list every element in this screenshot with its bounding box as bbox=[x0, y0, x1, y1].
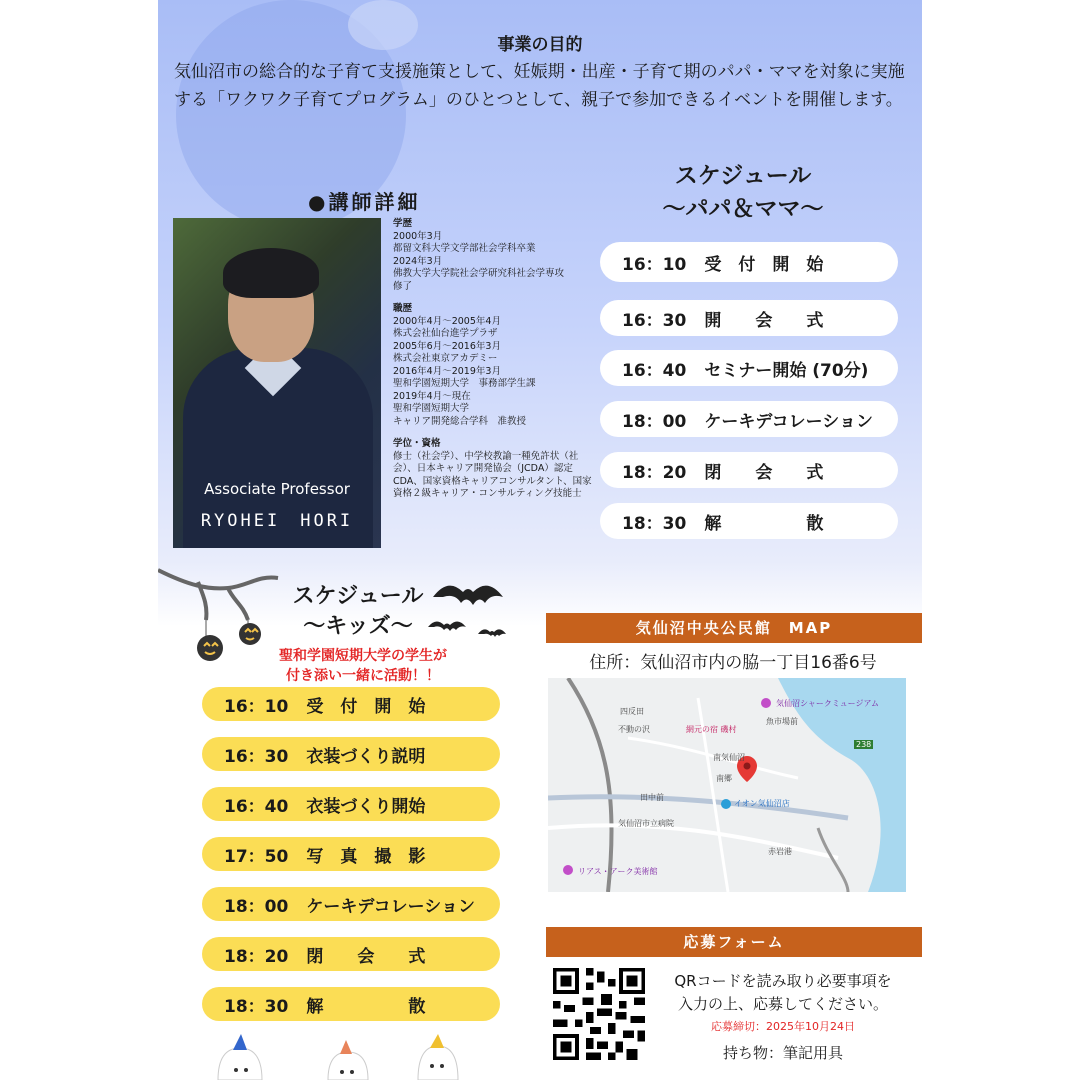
schedule-label: 閉 会 式 bbox=[306, 946, 426, 967]
schedule-time: 18：00 bbox=[622, 411, 687, 432]
schedule-label: 写 真 撮 影 bbox=[306, 846, 426, 867]
bio-line: 2019年4月～現在 bbox=[393, 390, 471, 402]
lecturer-photo bbox=[173, 218, 381, 548]
map-label: 網元の宿 磯村 bbox=[686, 725, 737, 734]
bio-line: 2024年3月 bbox=[393, 255, 443, 267]
schedule-time: 18：00 bbox=[224, 896, 289, 917]
bio-line: 株式会社東京アカデミー bbox=[393, 353, 498, 364]
application-text-line1: QRコードを読み取り必要事項を bbox=[674, 972, 892, 990]
bio-line: 2016年4月～2019年3月 bbox=[393, 365, 501, 377]
kids-schedule-item bbox=[202, 737, 500, 771]
schedule-label: ケーキデコレーション bbox=[704, 411, 873, 432]
schedule-label: ケーキデコレーション bbox=[306, 896, 475, 917]
map-label: 気仙沼シャークミュージアム bbox=[776, 699, 879, 708]
lecturer-bio bbox=[393, 218, 593, 501]
schedule-label: 解 散 bbox=[306, 996, 426, 1017]
schedule-time: 16：40 bbox=[224, 796, 289, 817]
map-label: イオン気仙沼店 bbox=[734, 799, 790, 808]
schedule-item bbox=[600, 503, 898, 539]
schedule-label: セミナー開始 (70分) bbox=[704, 360, 869, 381]
bio-line: 2005年6月～2016年3月 bbox=[393, 340, 501, 352]
application-form-bar: 応募フォーム bbox=[546, 927, 922, 957]
schedule-time: 18：20 bbox=[224, 946, 289, 967]
parent-schedule-title-line2: ～パパ＆ママ～ bbox=[662, 196, 824, 222]
photo-caption-name: RYOHEI HORI bbox=[200, 511, 354, 531]
map-label: 南郷 bbox=[716, 774, 732, 783]
kids-schedule-item bbox=[202, 837, 500, 871]
kids-schedule-title-line2: ～キッズ～ bbox=[303, 614, 413, 639]
qualification-heading: 学位・資格 bbox=[393, 438, 441, 449]
bio-line: 聖和学園短期大学 事務部学生課 bbox=[393, 378, 536, 389]
map-label: リアス・アーク美術館 bbox=[578, 867, 658, 876]
bio-line: 都留文科大学文学部社会学科卒業 bbox=[393, 243, 536, 254]
venue-address: 住所：気仙沼市内の脇一丁目16番6号 bbox=[589, 653, 877, 673]
photo-hair bbox=[223, 248, 319, 298]
schedule-label: 解 散 bbox=[704, 513, 824, 534]
map-label: 気仙沼市立病院 bbox=[618, 819, 674, 828]
kids-subtitle-line2: 付き添い一緒に活動！！ bbox=[286, 668, 440, 684]
purpose-body: 気仙沼市の総合的な子育て支援施策として、妊娠期・出産・子育て期のパパ・ママを対象に実施する「ワクワク子育てプログラム」のひとつとして、親子で参加できるイベントを開催します。 bbox=[174, 62, 905, 110]
schedule-time: 16：10 bbox=[224, 696, 289, 717]
qr-code-icon[interactable] bbox=[553, 968, 645, 1060]
bio-line: 佛教大学大学院社会学研究科社会学専攻 bbox=[393, 268, 565, 279]
schedule-label: 開 会 式 bbox=[704, 310, 824, 331]
kids-schedule-title bbox=[258, 582, 458, 642]
parent-schedule-title bbox=[598, 160, 888, 226]
schedule-item bbox=[600, 300, 898, 336]
venue-map[interactable] bbox=[548, 678, 906, 892]
purpose-title: 事業の目的 bbox=[497, 35, 583, 55]
map-roads bbox=[548, 678, 906, 892]
lecturer-heading: ●講師詳細 bbox=[308, 190, 421, 214]
kids-schedule-item bbox=[202, 987, 500, 1021]
schedule-time: 16：30 bbox=[224, 746, 289, 767]
venue-map-bar: 気仙沼中央公民館 MAP bbox=[546, 613, 922, 643]
bio-line: 2000年3月 bbox=[393, 230, 443, 242]
application-deadline: 応募締切：2025年10月24日 bbox=[711, 1020, 855, 1033]
schedule-time: 18：30 bbox=[224, 996, 289, 1017]
schedule-item bbox=[600, 350, 898, 386]
schedule-label: 受 付 開 始 bbox=[306, 696, 426, 717]
schedule-label: 受 付 開 始 bbox=[704, 254, 824, 275]
qualification-text: 修士（社会学）、中学校教諭一種免許状（社会）、日本キャリア開発協会（JCDA）認定CDA、国家資格キャリアコンサルタント、国家資格２級キャリア・コンサルティング技能士 bbox=[393, 450, 592, 499]
map-label: 238 bbox=[856, 740, 872, 749]
schedule-time: 16：30 bbox=[622, 310, 687, 331]
photo-caption-title: Associate Professor bbox=[204, 480, 350, 498]
application-instructions bbox=[658, 970, 908, 1016]
bio-line: 修了 bbox=[393, 280, 413, 292]
kids-schedule-item bbox=[202, 787, 500, 821]
education-heading: 学歴 bbox=[393, 218, 413, 229]
ghost-decoration bbox=[208, 1030, 468, 1080]
kids-schedule-subtitle bbox=[233, 646, 493, 686]
kids-subtitle-line1: 聖和学園短期大学の学生が bbox=[279, 648, 447, 664]
schedule-time: 16：10 bbox=[622, 254, 687, 275]
event-poster bbox=[158, 0, 922, 1080]
schedule-label: 閉 会 式 bbox=[704, 462, 824, 483]
schedule-label: 衣装づくり開始 bbox=[306, 796, 426, 817]
career-heading: 職歴 bbox=[393, 303, 413, 314]
schedule-time: 18：30 bbox=[622, 513, 687, 534]
bio-line: キャリア開発総合学科 准教授 bbox=[393, 415, 527, 427]
schedule-time: 16：40 bbox=[622, 360, 687, 381]
map-label: 不動の沢 bbox=[618, 725, 650, 734]
kids-schedule-item bbox=[202, 687, 500, 721]
kids-schedule-item bbox=[202, 937, 500, 971]
map-label: 魚市場前 bbox=[766, 717, 798, 726]
schedule-item bbox=[600, 242, 898, 282]
bio-line: 聖和学園短期大学 bbox=[393, 403, 470, 414]
map-label: 田中前 bbox=[640, 793, 664, 802]
items-to-bring: 持ち物：筆記用具 bbox=[722, 1044, 843, 1062]
schedule-time: 18：20 bbox=[622, 462, 687, 483]
schedule-label: 衣装づくり説明 bbox=[306, 746, 426, 767]
schedule-time: 17：50 bbox=[224, 846, 289, 867]
map-label: 四反田 bbox=[620, 707, 644, 716]
map-label: 赤岩港 bbox=[768, 847, 792, 856]
map-label: 南気仙沼 bbox=[713, 753, 745, 762]
schedule-item bbox=[600, 452, 898, 488]
schedule-item bbox=[600, 401, 898, 437]
bio-line: 株式会社仙台進学プラザ bbox=[393, 328, 498, 339]
parent-schedule-title-line1: スケジュール bbox=[674, 163, 812, 189]
kids-schedule-item bbox=[202, 887, 500, 921]
bio-line: 2000年4月～2005年4月 bbox=[393, 315, 501, 327]
application-text-line2: 入力の上、応募してください。 bbox=[677, 995, 888, 1013]
kids-schedule-title-line1: スケジュール bbox=[292, 584, 424, 609]
